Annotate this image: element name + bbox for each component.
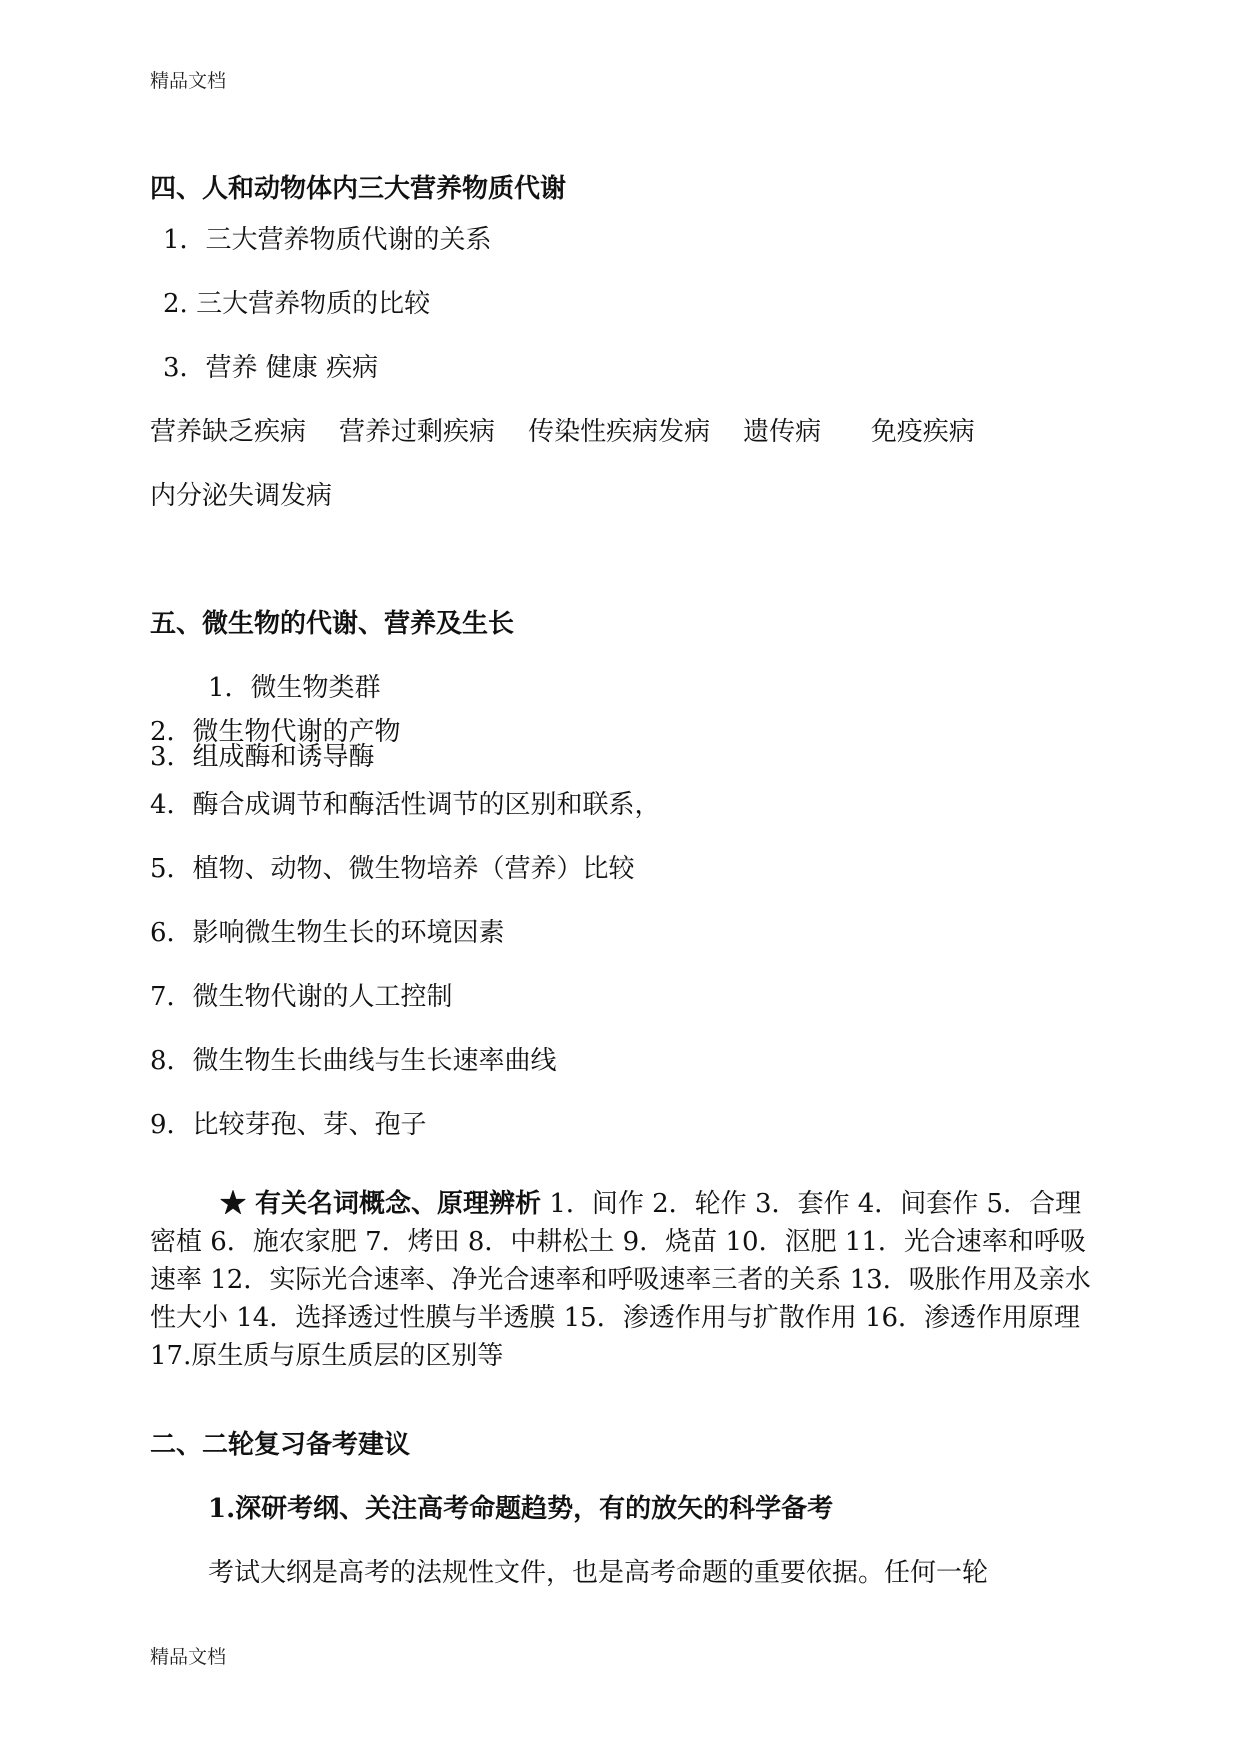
section-4-item-3: 3．营养 健康 疾病: [163, 353, 379, 383]
section-5-item-5: 5．植物、动物、微生物培养（营养）比较: [150, 854, 635, 884]
section-5-item-6: 6．影响微生物生长的环境因素: [150, 918, 505, 948]
terms-body: 1．间作 2．轮作 3．套作 4．间套作 5．合理密植 6．施农家肥 7．烤田 8．中耕松土 9．烧苗 10．沤肥 11．光合速率和呼吸速率 12．实际光合速率、净光合速率和呼吸速率三者的关系 13．吸胀作用及亲水性大小 14．选择透过性膜与半透膜 15．渗透作用与扩散作用 16．渗透作用原理 17.原生质与原生质层的区别等: [150, 1189, 1091, 1371]
section-5-item-2: 2．微生物代谢的产物: [150, 717, 401, 747]
section-5-item-4: 4．酶合成调节和酶活性调节的区别和联系，: [150, 790, 661, 820]
section-5-item-9: 9．比较芽孢、芽、孢子: [150, 1110, 427, 1140]
page-footer: 精品文档: [150, 1646, 227, 1668]
section-4-item-1: 1．三大营养物质代谢的关系: [163, 225, 492, 255]
section-5-item-8: 8．微生物生长曲线与生长速率曲线: [150, 1046, 557, 1076]
part-2-title: 二、二轮复习备考建议: [150, 1430, 411, 1460]
part-2-subtitle: 1.深研考纲、关注高考命题趋势，有的放矢的科学备考: [208, 1494, 834, 1524]
page-header: 精品文档: [150, 70, 227, 92]
section-4-item-2: 2. 三大营养物质的比较: [163, 289, 431, 319]
disease-list-line-2: 内分泌失调发病: [150, 481, 333, 511]
section-5-item-7: 7．微生物代谢的人工控制: [150, 982, 453, 1012]
terms-paragraph: [150, 1185, 1100, 1375]
terms-lead: ★ 有关名词概念、原理辨析: [220, 1189, 542, 1219]
part-2-text: 考试大纲是高考的法规性文件，也是高考命题的重要依据。任何一轮: [208, 1558, 989, 1588]
section-4-title: 四、人和动物体内三大营养物质代谢: [150, 174, 567, 204]
section-5-item-1: 1．微生物类群: [208, 673, 381, 703]
disease-list-line-1: 营养缺乏疾病 营养过剩疾病 传染性疾病发病 遗传病 免疫疾病: [150, 417, 975, 447]
section-5-title: 五、微生物的代谢、营养及生长: [150, 609, 515, 639]
section-5-item-3: 3．组成酶和诱导酶: [150, 742, 375, 772]
